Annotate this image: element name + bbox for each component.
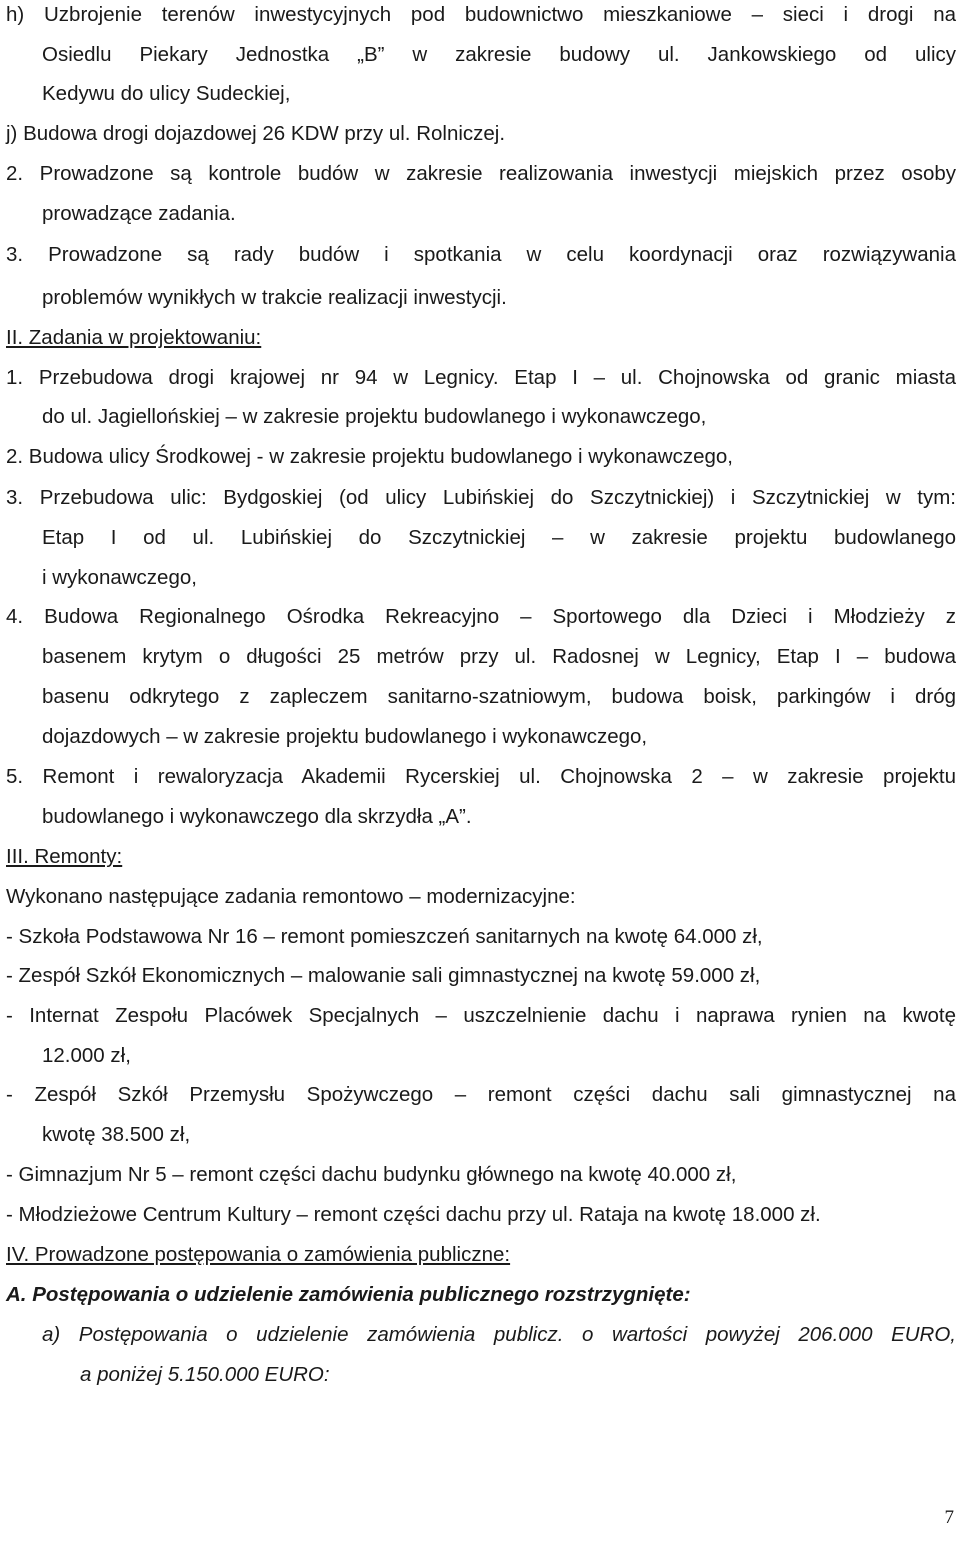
text-line: 2. Prowadzone są kontrole budów w zakresie realizowania inwestycji miejskich przez osoby [6,162,956,185]
text-line: Etap I od ul. Lubińskiej do Szczytnickiej – w zakresie projektu budowlanego [42,526,956,549]
page-number: 7 [944,1507,954,1528]
text-line: 5. Remont i rewaloryzacja Akademii Rycerskiej ul. Chojnowska 2 – w zakresie projektu [6,765,956,788]
text-line: prowadzące zadania. [42,202,236,225]
list-item: - Zespół Szkół Przemysłu Spożywczego – remont części dachu sali gimnastycznej na [6,1083,956,1106]
text-line: h) Uzbrojenie terenów inwestycyjnych pod budownictwo mieszkaniowe – sieci i drogi na [6,3,956,26]
text-line: j) Budowa drogi dojazdowej 26 KDW przy ul. Rolniczej. [6,122,506,145]
list-item: - Młodzieżowe Centrum Kultury – remont części dachu przy ul. Rataja na kwotę 18.000 zł. [6,1203,821,1226]
text-line: 4. Budowa Regionalnego Ośrodka Rekreacyjno – Sportowego dla Dzieci i Młodzieży z [6,605,956,628]
list-item: - Zespół Szkół Ekonomicznych – malowanie sali gimnastycznej na kwotę 59.000 zł, [6,964,761,987]
text-line: a poniżej 5.150.000 EURO: [80,1363,330,1386]
text-line: dojazdowych – w zakresie projektu budowlanego i wykonawczego, [42,725,648,748]
list-item: - Szkoła Podstawowa Nr 16 – remont pomieszczeń sanitarnych na kwotę 64.000 zł, [6,925,763,948]
subsection-heading: A. Postępowania o udzielenie zamówienia publicznego rozstrzygnięte: [6,1283,691,1306]
section-heading: III. Remonty: [6,845,123,868]
text-line: 3. Przebudowa ulic: Bydgoskiej (od ulicy Lubińskiej do Szczytnickiej) i Szczytnickiej w tym: [6,486,956,509]
section-heading: IV. Prowadzone postępowania o zamówienia publiczne: [6,1243,511,1266]
text-line: basenu odkrytego z zapleczem sanitarno-szatniowym, budowa boisk, parkingów i dróg [42,685,956,708]
text-line: 1. Przebudowa drogi krajowej nr 94 w Legnicy. Etap I – ul. Chojnowska od granic miasta [6,366,956,389]
text-line: Osiedlu Piekary Jednostka „B” w zakresie budowy ul. Jankowskiego od ulicy [42,43,956,66]
text-line: i wykonawczego, [42,566,197,589]
text-line: kwotę 38.500 zł, [42,1123,191,1146]
list-item: - Internat Zespołu Placówek Specjalnych – uszczelnienie dachu i naprawa rynien na kwotę [6,1004,956,1027]
text-line: Kedywu do ulicy Sudeckiej, [42,82,291,105]
text-line: 3. Prowadzone są rady budów i spotkania w celu koordynacji oraz rozwiązywania [6,243,956,266]
text-line: 12.000 zł, [42,1044,131,1067]
text-line: 2. Budowa ulicy Środkowej - w zakresie projektu budowlanego i wykonawczego, [6,445,733,468]
text-line: budowlanego i wykonawczego dla skrzydła „A”. [42,805,472,828]
text-line: problemów wynikłych w trakcie realizacji inwestycji. [42,286,507,309]
list-item: - Gimnazjum Nr 5 – remont części dachu budynku głównego na kwotę 40.000 zł, [6,1163,737,1186]
text-line: basenem krytym o długości 25 metrów przy ul. Radosnej w Legnicy, Etap I – budowa [42,645,956,668]
text-line: a) Postępowania o udzielenie zamówienia publicz. o wartości powyżej 206.000 EURO, [42,1323,956,1346]
text-line: Wykonano następujące zadania remontowo – modernizacyjne: [6,885,576,908]
section-heading: II. Zadania w projektowaniu: [6,326,262,349]
text-line: do ul. Jagiellońskiej – w zakresie projektu budowlanego i wykonawczego, [42,405,707,428]
